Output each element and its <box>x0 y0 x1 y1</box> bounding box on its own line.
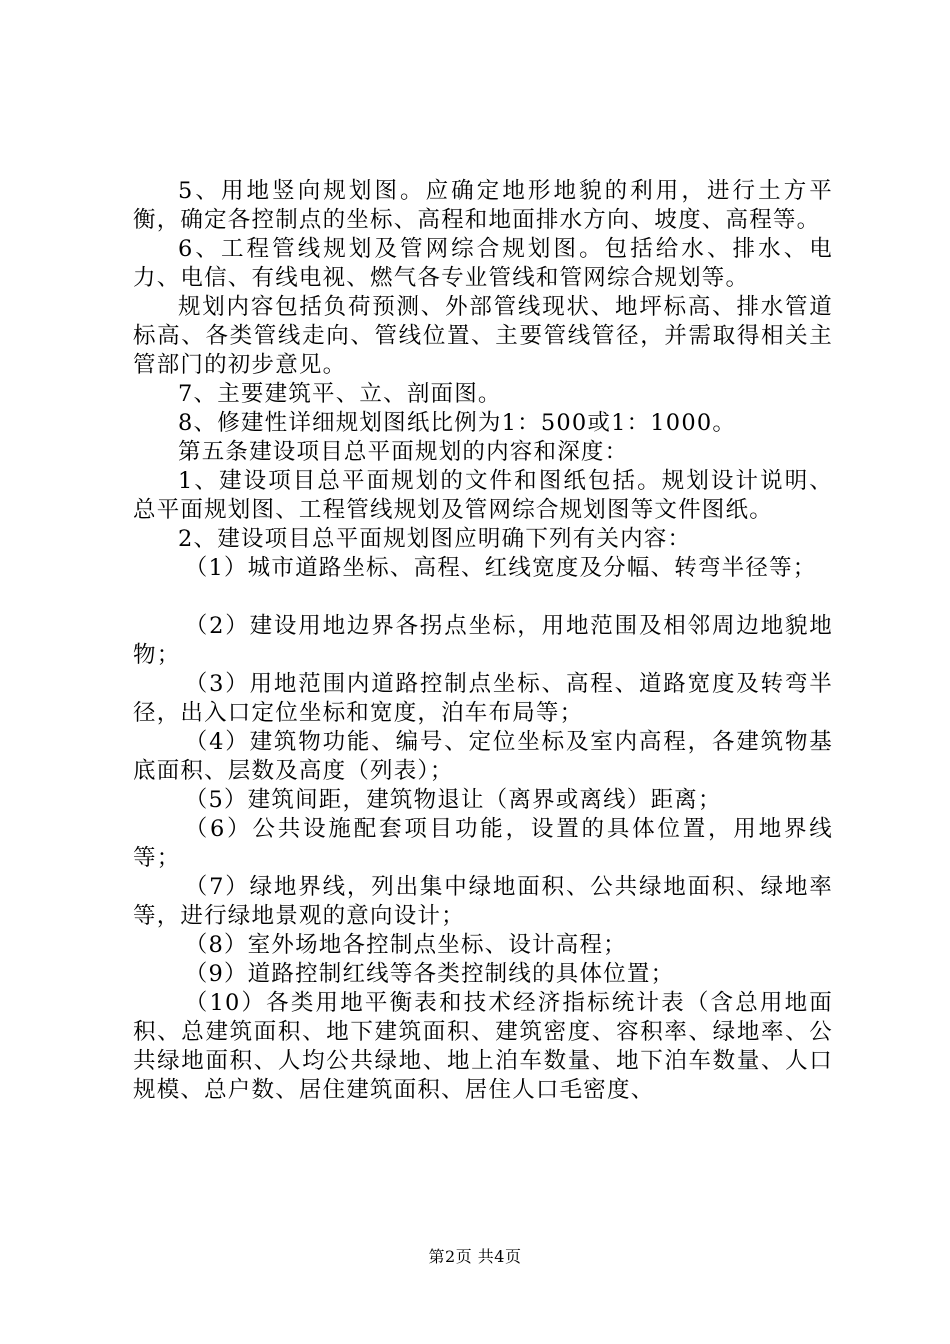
paragraph-pipeline-planning: 6、工程管线规划及管网综合规划图。包括给水、排水、电力、电信、有线电视、燃气各专业管线和管网综合规划等。 <box>133 236 833 291</box>
paragraph-planning-content: 规划内容包括负荷预测、外部管线现状、地坪标高、排水管道标高、各类管线走向、管线位置、主要管线管径，并需取得相关主管部门的初步意见。 <box>133 294 833 378</box>
list-item-4: （4）建筑物功能、编号、定位坐标及室内高程，各建筑物基底面积、层数及高度（列表）； <box>133 729 833 784</box>
paragraph-master-plan-contents: 2、建设项目总平面规划图应明确下列有关内容： <box>178 526 692 552</box>
paragraph-building-drawings: 7、主要建筑平、立、剖面图。 <box>178 381 502 407</box>
list-item-5: （5）建筑间距，建筑物退让（离界或离线）距离； <box>184 787 722 813</box>
document-body <box>133 177 833 1105</box>
list-item-8: （8）室外场地各控制点坐标、设计高程； <box>184 932 627 958</box>
list-item-6: （6）公共设施配套项目功能，设置的具体位置，用地界线等； <box>133 816 833 871</box>
page-number-footer: 第2页 共4页 <box>428 1247 522 1266</box>
list-item-7: （7）绿地界线，列出集中绿地面积、公共绿地面积、绿地率等，进行绿地景观的意向设计； <box>133 874 833 929</box>
list-item-1: （1）城市道路坐标、高程、红线宽度及分幅、转弯半径等； <box>184 555 817 581</box>
list-item-3: （3）用地范围内道路控制点坐标、高程、道路宽度及转弯半径，出入口定位坐标和宽度，泊车布局等； <box>133 671 833 726</box>
paragraph-vertical-planning: 5、用地竖向规划图。应确定地形地貌的利用，进行土方平衡，确定各控制点的坐标、高程和地面排水方向、坡度、高程等。 <box>133 178 833 233</box>
paragraph-drawing-scale: 8、修建性详细规划图纸比例为1：500或1：1000。 <box>178 410 737 436</box>
list-item-2: （2）建设用地边界各拐点坐标，用地范围及相邻周边地貌地物； <box>133 613 833 668</box>
list-item-9: （9）道路控制红线等各类控制线的具体位置； <box>184 961 675 987</box>
list-item-10: （10）各类用地平衡表和技术经济指标统计表（含总用地面积、总建筑面积、地下建筑面积、建筑密度、容积率、绿地率、公共绿地面积、人均公共绿地、地上泊车数量、地下泊车数量、人口规模、总户数、居住建筑面积、居住人口毛密度、 <box>133 990 833 1103</box>
paragraph-master-plan-files: 1、建设项目总平面规划的文件和图纸包括。规划设计说明、总平面规划图、工程管线规划及管网综合规划图等文件图纸。 <box>133 468 833 523</box>
paragraph-article-five: 第五条建设项目总平面规划的内容和深度： <box>178 439 629 465</box>
